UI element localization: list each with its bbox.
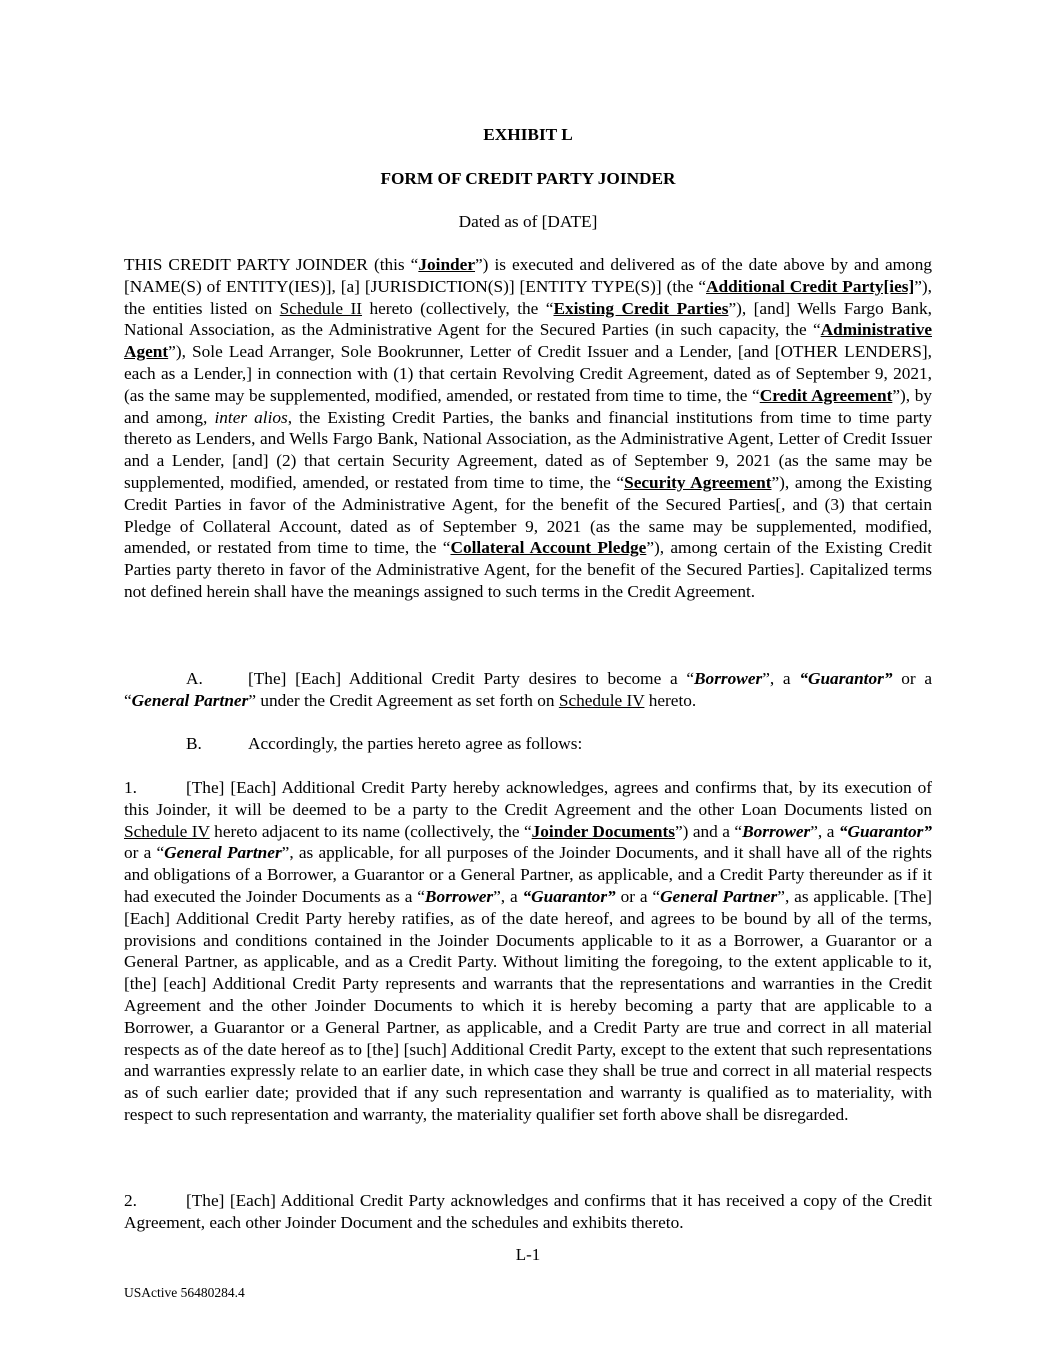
schedule-iv-reference: Schedule IV [558, 690, 645, 710]
defined-term-existing-credit-parties: Existing Credit Parties [553, 298, 729, 318]
exhibit-title: EXHIBIT L [483, 125, 573, 144]
section-1-number: 1. [124, 778, 137, 797]
section-2: 2. [The] [Each] Additional Credit Party acknowledges and confirms that it has received a copy of the Credit Agreement, each other Joinder Document and the schedules and exhibits thereto. [124, 1191, 932, 1232]
recital-b-label: B. [186, 734, 202, 753]
document-id: USActive 56480284.4 [124, 1285, 245, 1300]
defined-term-joinder: Joinder [418, 255, 476, 274]
schedule-iv-reference: Schedule IV [124, 821, 210, 841]
page-number: L-1 [515, 1245, 541, 1264]
recital-a: A. [The] [Each] Additional Credit Party desires to become a “Borrower”, a “Guarantor” or a “General Partner” under the Credit Agreement as set forth on Schedule IV hereto. [124, 669, 932, 710]
section-2-number: 2. [124, 1191, 137, 1210]
defined-term-joinder-documents: Joinder Documents [531, 821, 675, 841]
defined-term-administrative-agent: Administrative Agent [124, 320, 932, 362]
dated-line: Dated as of [DATE] [458, 212, 598, 231]
recital-b: B. Accordingly, the parties hereto agree as follows: [186, 734, 583, 753]
recital-a-label: A. [186, 669, 203, 688]
section-1: 1. [The] [Each] Additional Credit Party hereby acknowledges, agrees and confirms that, by its execution of this Joinder, it will be deemed to be a party to the Credit Agreement and the other Loan Documents listed on Schedule IV hereto adjacent to its name (collectively, the “Joinder Documents”) and a “Borrower”, a “Guarantor” or a “General Partner”, as applicable, for all purposes of the Joinder Documents, and it shall have all of the rights and obligations of a Borrower, a Guarantor or a General Partner, as applicable, and a Credit Party thereunder as if it had executed the Joinder Documents as a “Borrower”, a “Guarantor” or a “General Partner”, as applicable. [The] [Each] Additional Credit Party hereby ratifies, as of the date hereof, and agrees to be bound by all of the terms, provisions and conditions contained in the Joinder Documents applicable to it as a Borrower, a Guarantor or a General Partner, as applicable, and as a Credit Party. Without limiting the foregoing, to the extent applicable to it, [the] [each] Additional Credit Party represents and warrants that the representations and warranties in the Credit Agreement and the other Joinder Documents to which it is hereby becoming a party that are applicable to a Borrower, a Guarantor or a General Partner, as applicable, and a Credit Party are true and correct in all material respects as of the date hereof as to [the] [such] Additional Credit Party, except to the extent that such representations and warranties expressly relate to an earlier date, in which case they shall be true and correct in all material respects as of such earlier date; provided that if any such representation and warranty is qualified as to materiality, with respect to such representation and warranty, the materiality qualifier set forth above shall be disregarded. [124, 778, 932, 1124]
form-title: FORM OF CREDIT PARTY JOINDER [380, 169, 676, 188]
intro-paragraph: THIS CREDIT PARTY JOINDER (this “Joinder”) is executed and delivered as of the date above by and among [NAME(S) of ENTITY(IES)], [a] [JURISDICTION(S)] [ENTITY TYPE(S)] (the “Additional Credit Party[ies]”), the entities listed on Schedule II hereto (collectively, the “Existing Credit Parties”), [and] Wells Fargo Bank, National Association, as the Administrative Agent for the Secured Parties (in such capacity, the “Administrative Agent”), Sole Lead Arranger, Sole Bookrunner, Letter of Credit Issuer and a Lender, [and [OTHER LENDERS], each as a Lender,] in connection with (1) that certain Revolving Credit Agreement, dated as of September 9, 2021, (as the same may be supplemented, modified, amended, or restated from time to time, the “Credit Agreement”), by and among, inter alios, the Existing Credit Parties, the banks and financial institutions from time to time party thereto as Lenders, and Wells Fargo Bank, National Association, as the Administrative Agent, Letter of Credit Issuer and a Lender, [and] (2) that certain Security Agreement, dated as of September 9, 2021 (as the same may be supplemented, modified, amended, or restated from time to time, the “Security Agreement”), among the Existing Credit Parties in favor of the Administrative Agent, for the benefit of the Secured Parties[, and (3) that certain Pledge of Collateral Account, dated as of September 9, 2021 (as the same may be supplemented, modified, amended, or restated from time to time, the “Collateral Account Pledge”), among certain of the Existing Credit Parties party thereto in favor of the Administrative Agent, for the benefit of the Secured Parties]. Capitalized terms not defined herein shall have the meanings assigned to such terms in the Credit Agreement. [124, 255, 933, 601]
defined-term-collateral-account-pledge: Collateral Account Pledge [450, 538, 647, 558]
defined-term-additional-credit-party: Additional Credit Party[ies] [706, 276, 915, 296]
schedule-ii-reference: Schedule II [279, 298, 363, 318]
defined-term-credit-agreement: Credit Agreement [759, 385, 893, 405]
defined-term-security-agreement: Security Agreement [624, 472, 772, 492]
